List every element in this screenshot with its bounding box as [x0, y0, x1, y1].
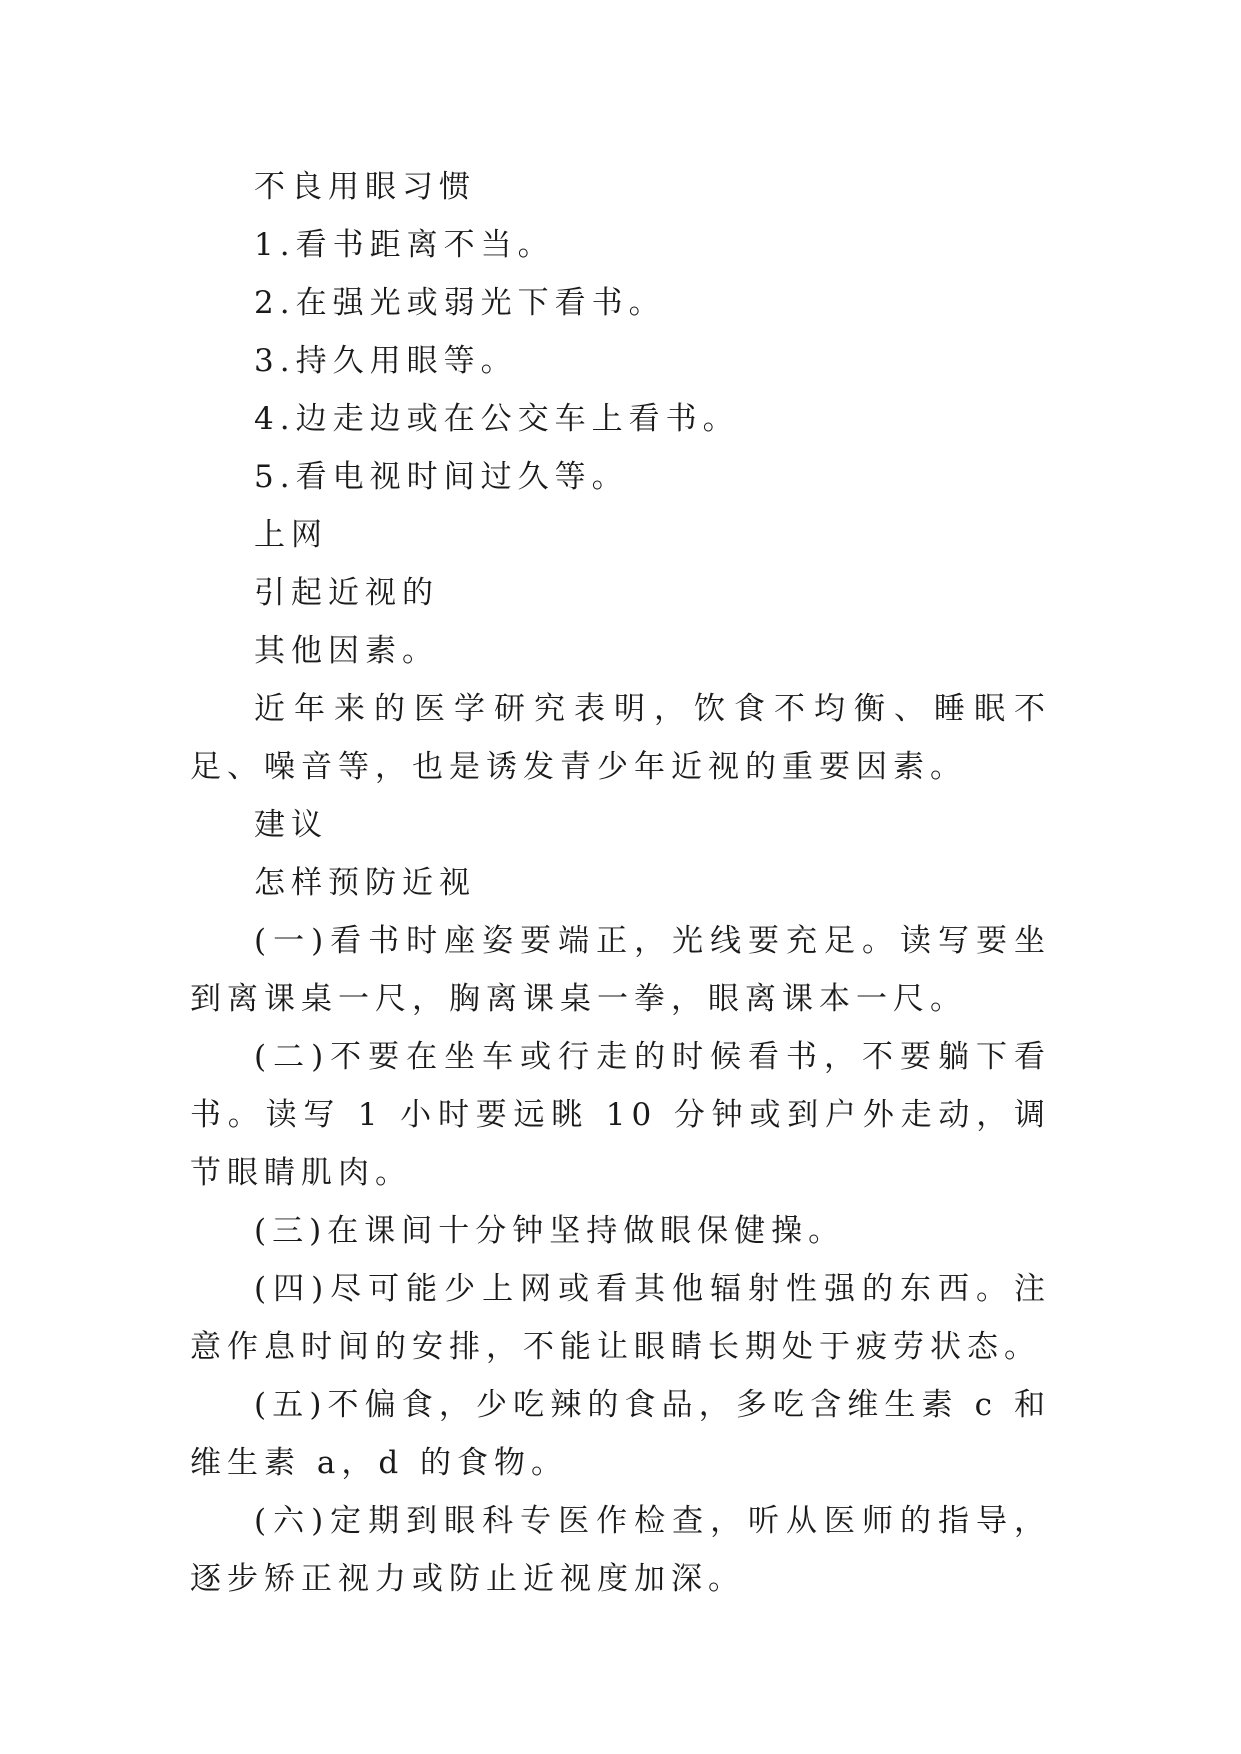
paragraph-internet: 上网	[254, 517, 328, 553]
paragraph-heading-advice: 建议	[254, 807, 328, 843]
document-page	[190, 158, 1051, 1608]
paragraph-prevention-5: (五)不偏食，少吃辣的食品，多吃含维生素 c 和维生素 a，d 的食物。	[190, 1387, 1051, 1481]
paragraph-prevention-6: (六)定期到眼科专医作检查，听从医师的指导，逐步矫正视力或防止近视度加深。	[190, 1503, 1051, 1597]
paragraph-prevention-4: (四)尽可能少上网或看其他辐射性强的东西。注意作息时间的安排，不能让眼睛长期处于疲劳状态。	[190, 1271, 1051, 1365]
paragraph-research: 近年来的医学研究表明，饮食不均衡、睡眠不足、噪音等，也是诱发青少年近视的重要因素。	[190, 691, 1051, 785]
paragraph-item-2: 2.在强光或弱光下看书。	[254, 285, 666, 321]
paragraph-heading-prevention: 怎样预防近视	[254, 865, 476, 901]
paragraph-item-3: 3.持久用眼等。	[254, 343, 518, 379]
paragraph-prevention-2: (二)不要在坐车或行走的时候看书，不要躺下看书。读写 1 小时要远眺 10 分钟或到户外走动，调节眼睛肌肉。	[190, 1039, 1051, 1191]
paragraph-causes: 引起近视的	[254, 575, 439, 611]
paragraph-prevention-3: (三)在课间十分钟坚持做眼保健操。	[254, 1213, 846, 1249]
paragraph-item-5: 5.看电视时间过久等。	[254, 459, 629, 495]
paragraph-item-4: 4.边走边或在公交车上看书。	[254, 401, 740, 437]
paragraph-heading-bad-habits: 不良用眼习惯	[254, 169, 476, 205]
paragraph-prevention-1: (一)看书时座姿要端正，光线要充足。读写要坐到离课桌一尺，胸离课桌一拳，眼离课本一尺。	[190, 923, 1051, 1017]
paragraph-item-1: 1.看书距离不当。	[254, 227, 555, 263]
paragraph-other-factors: 其他因素。	[254, 633, 439, 669]
